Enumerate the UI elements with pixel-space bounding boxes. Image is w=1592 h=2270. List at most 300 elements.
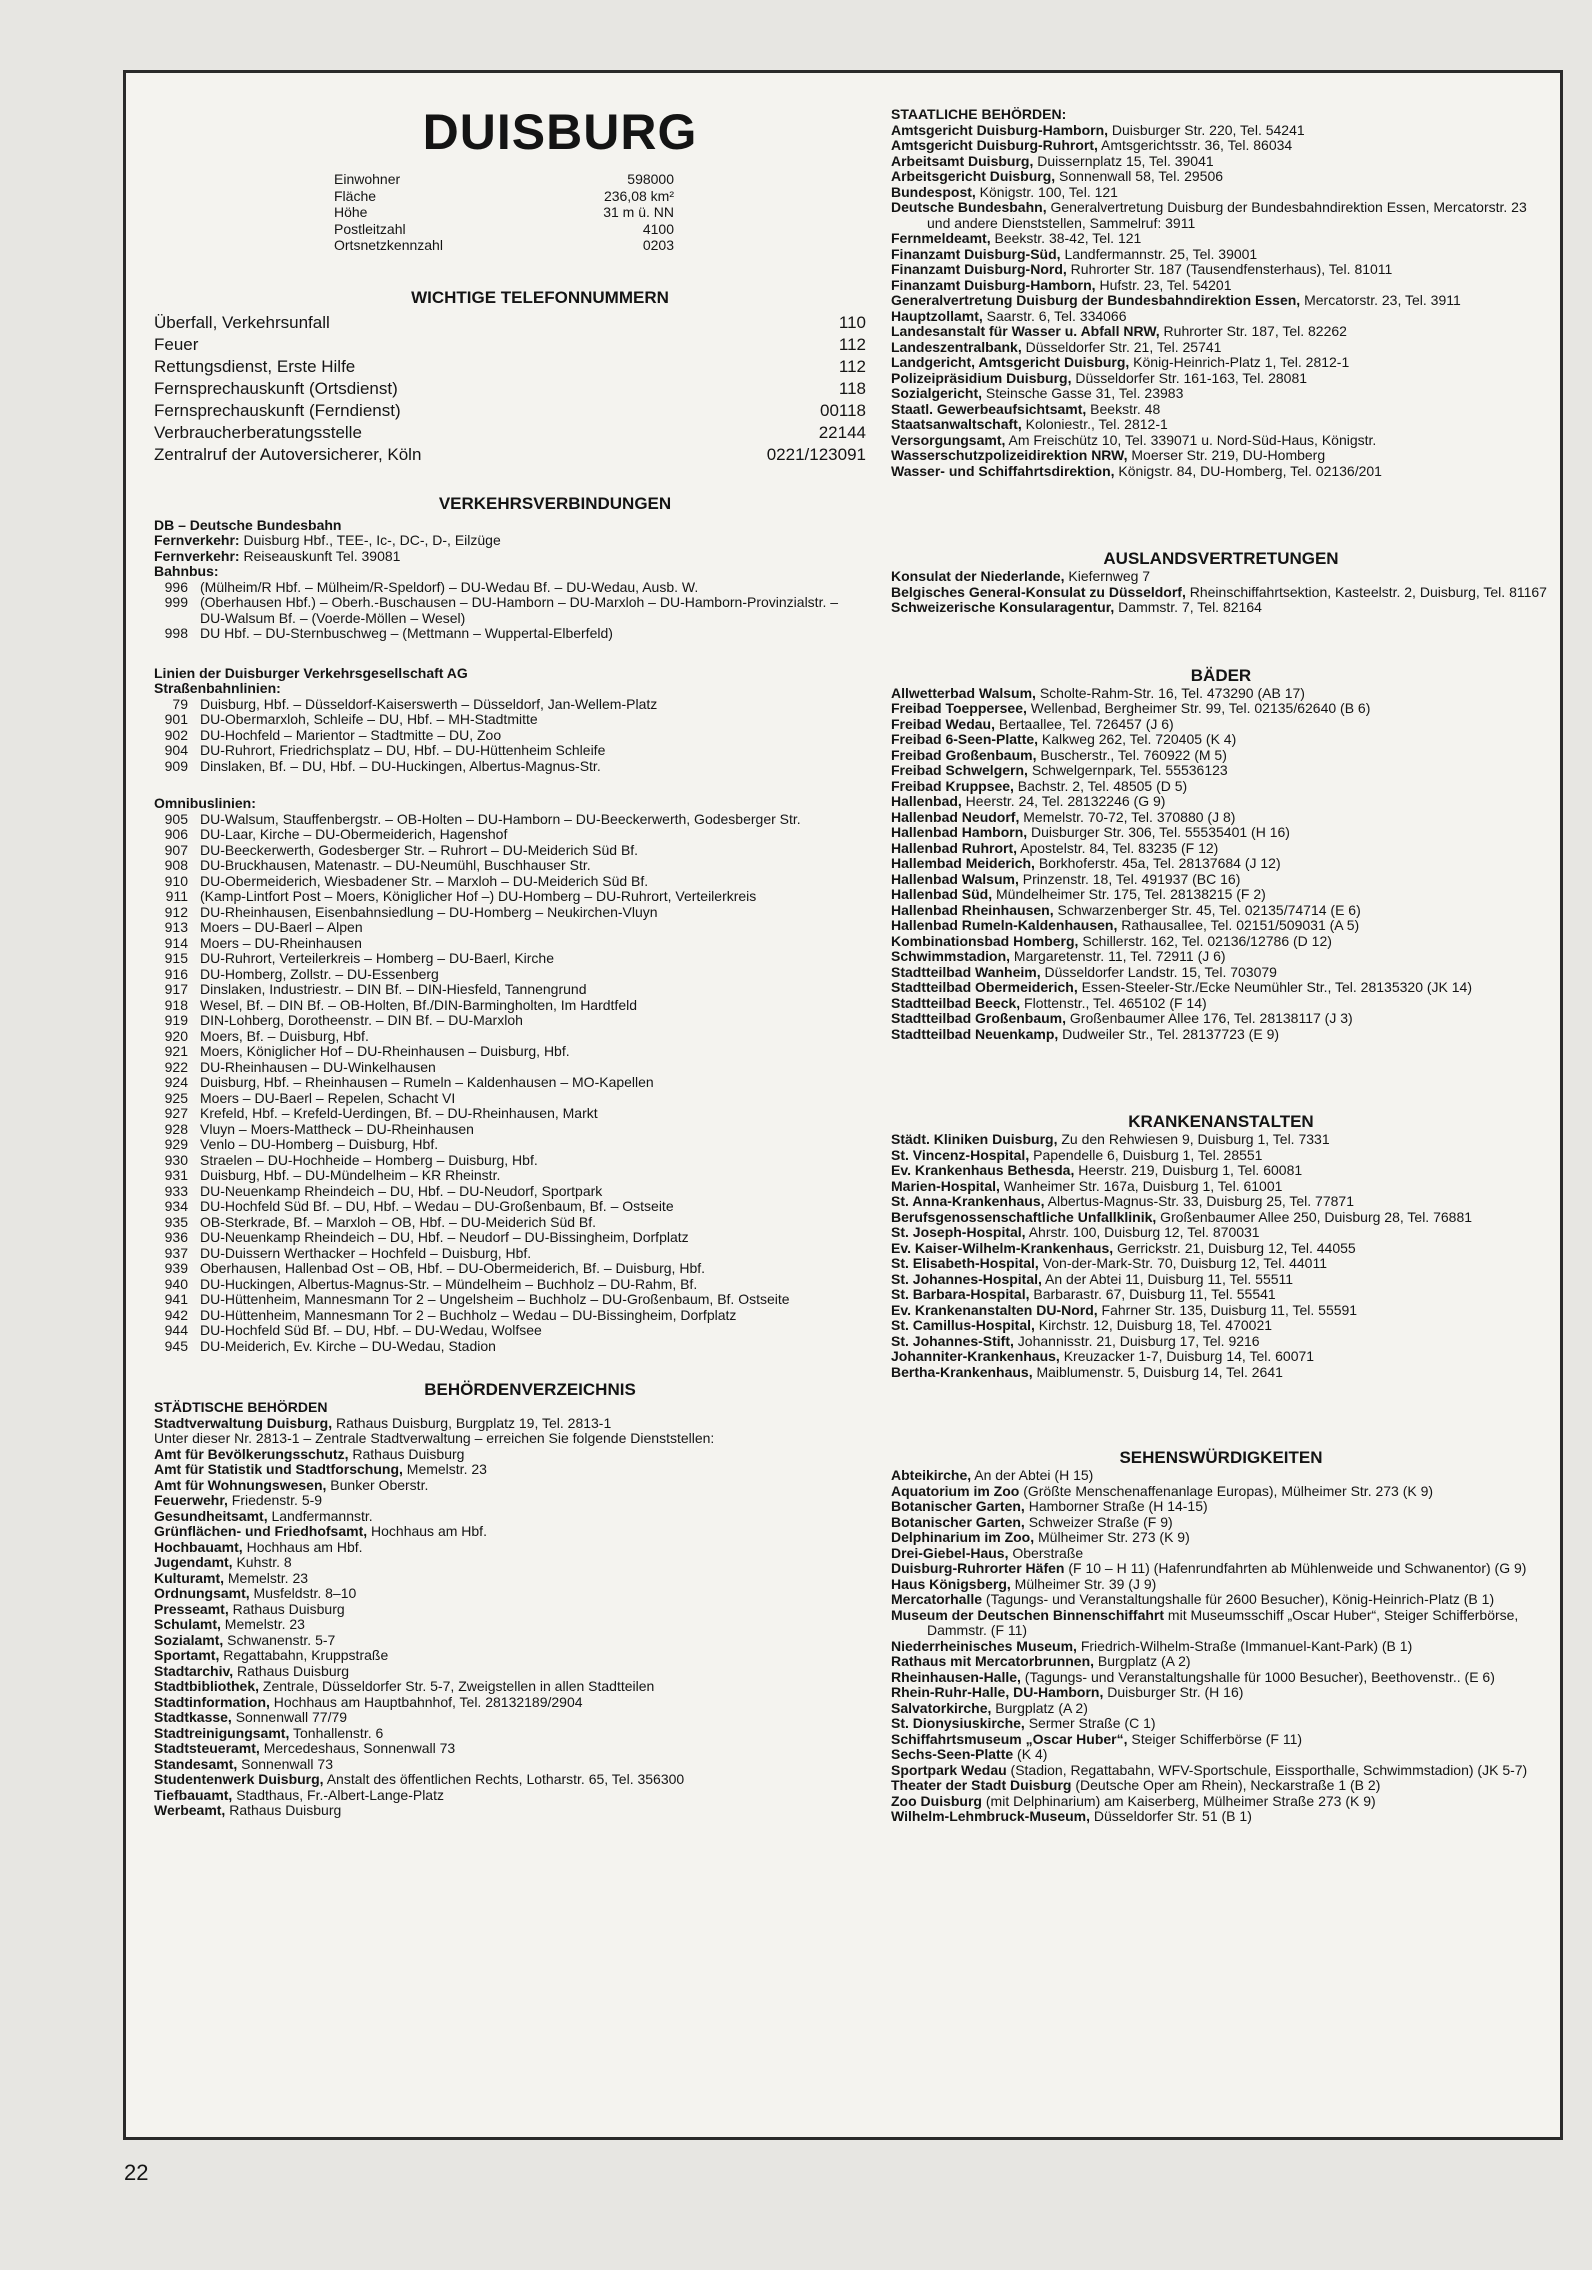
list-item	[891, 1287, 1551, 1303]
route-number: 936	[164, 1229, 188, 1245]
entry-detail: (Tagungs- und Veranstaltungshalle für 2600 Besucher), König-Heinrich-Platz (B 1)	[982, 1591, 1495, 1607]
entry-name: Delphinarium im Zoo,	[891, 1529, 1035, 1545]
list-item	[891, 872, 1551, 888]
dvg-title: Linien der Duisburger Verkehrsgesellschaft AG	[154, 664, 468, 681]
route-text: DU-Huckingen, Albertus-Magnus-Str. – Mündelheim – Buchholz – DU-Rahm, Bf.	[200, 1275, 698, 1292]
entry-detail: Mülheimer Str. 273 (K 9)	[1034, 1529, 1190, 1545]
fact-value: 0203	[642, 237, 674, 253]
route-text: Moers – DU-Baerl – Alpen	[200, 919, 363, 935]
route-row	[154, 1029, 866, 1045]
route-text: (Oberhausen Hbf.) – Oberh.-Buschausen – DU-Hamborn – DU-Marxloh – DU-Hamborn-Provinzialstr. – DU-Walsum Bf. – (Voerde-Möllen – Wesel)	[200, 594, 839, 626]
route-text: Moers, Bf. – Duisburg, Hbf.	[200, 1027, 369, 1044]
entry-detail: mit Museumsschiff „Oscar Huber“, Steiger Schifferbörse, Dammstr. (F 11)	[927, 1606, 1523, 1638]
list-item	[891, 980, 1551, 996]
list-item	[154, 1509, 866, 1525]
entry-detail: Düsseldorfer Str. 161-163, Tel. 28081	[1071, 369, 1308, 386]
entry-detail: Stadthaus, Fr.-Albert-Lange-Platz	[232, 1786, 444, 1803]
list-item	[891, 1732, 1551, 1748]
list-item	[891, 1778, 1551, 1794]
list-item	[891, 918, 1551, 934]
entry-detail: Schillerstr. 162, Tel. 02136/12786 (D 12)	[1078, 932, 1332, 949]
list-item	[891, 856, 1551, 872]
fact-value: 598000	[627, 171, 674, 187]
route-row	[154, 1013, 866, 1029]
entry-name: Rhein-Ruhr-Halle, DU-Hamborn,	[891, 1684, 1104, 1700]
entry-name: Wasserschutzpolizeidirektion NRW,	[891, 447, 1128, 463]
route-text: DU-Hochfeld – Marientor – Stadtmitte – DU, Zoo	[200, 726, 502, 743]
entry-detail: (F 10 – H 11) (Hafenrundfahrten ab Mühlenweide und Schwanentor) (G 9)	[1064, 1560, 1527, 1576]
entry-name: Marien-Hospital,	[891, 1177, 1000, 1194]
entry-detail: Duisburger Str. 306, Tel. 55535401 (H 16)	[1027, 824, 1290, 840]
entry-name: Stadtreinigungsamt,	[154, 1724, 290, 1741]
list-item	[891, 247, 1551, 263]
route-text: Duisburg, Hbf. – DU-Mündelheim – KR Rheinstr.	[200, 1167, 501, 1183]
list-item	[154, 1617, 866, 1633]
entry-name: Aquatorium im Zoo	[891, 1482, 1020, 1499]
entry-detail: Kiefernweg 7	[1064, 568, 1151, 584]
list-item	[891, 138, 1551, 154]
list-item	[154, 1757, 866, 1773]
route-text: DU-Homberg, Zollstr. – DU-Essenberg	[200, 965, 439, 982]
list-item	[154, 1788, 866, 1804]
db-fern2-label: Fernverkehr:	[154, 547, 240, 564]
entry-name: Wasser- und Schiffahrtsdirektion,	[891, 462, 1115, 479]
list-item	[891, 1592, 1551, 1608]
route-number: 998	[164, 625, 188, 641]
entry-name: Hallenbad,	[891, 793, 962, 809]
entry-name: Johanniter-Krankenhaus,	[891, 1348, 1060, 1364]
route-number: 914	[164, 934, 188, 951]
entry-name: Belgisches General-Konsulat zu Düsseldorf,	[891, 583, 1186, 600]
entry-name: Sozialgericht,	[891, 385, 983, 401]
route-number: 935	[164, 1213, 188, 1230]
city-intro	[154, 1416, 866, 1432]
entry-name: Polizeipräsidium Duisburg,	[891, 369, 1072, 386]
list-item	[154, 1648, 866, 1664]
entry-name: Feuerwehr,	[154, 1492, 228, 1508]
route-row	[154, 759, 866, 775]
route-text: DU-Rheinhausen, Eisenbahnsiedlung – DU-Homberg – Neukirchen-Vluyn	[200, 903, 658, 920]
route-row	[154, 697, 866, 713]
traffic-heading: VERKEHRSVERBINDUNGEN	[438, 493, 672, 513]
entry-detail: Zu den Rehwiesen 9, Duisburg 1, Tel. 7331	[1057, 1131, 1330, 1147]
entry-name: Amt für Bevölkerungsschutz,	[154, 1445, 349, 1462]
entry-detail: Kirchstr. 12, Duisburg 18, Tel. 470021	[1034, 1317, 1273, 1333]
entry-name: Sechs-Seen-Platte	[891, 1746, 1014, 1762]
list-item	[891, 794, 1551, 810]
entry-name: Freibad 6-Seen-Platte,	[891, 731, 1039, 747]
list-item	[891, 996, 1551, 1012]
entry-detail: Schwarzenberger Str. 45, Tel. 02135/74714 (E 6)	[1053, 901, 1361, 918]
entry-name: Hallenbad Walsum,	[891, 870, 1019, 887]
state-entry-list	[891, 123, 1551, 480]
route-number: 908	[164, 857, 188, 873]
list-item	[891, 262, 1551, 278]
route-row	[154, 1261, 866, 1277]
phone-row	[154, 356, 866, 378]
entry-name: Schiffahrtsmuseum „Oscar Huber“,	[891, 1730, 1128, 1747]
route-text: DU-Hochfeld Süd Bf. – DU, Hbf. – DU-Wedau, Wolfsee	[200, 1322, 542, 1338]
entry-name: Fernmeldeamt,	[891, 230, 991, 246]
list-item	[891, 1484, 1551, 1500]
fact-value: 31 m ü. NN	[603, 204, 674, 220]
fact-row	[334, 237, 674, 254]
list-item	[891, 903, 1551, 919]
entry-name: St. Vincenz-Hospital,	[891, 1146, 1030, 1163]
entry-detail: Duisburger Str. 220, Tel. 54241	[1108, 121, 1305, 138]
entry-detail: Dudweiler Str., Tel. 28137723 (E 9)	[1058, 1025, 1280, 1042]
route-text: Wesel, Bf. – DIN Bf. – OB-Holten, Bf./DIN-Barmingholten, Im Hardtfeld	[200, 996, 638, 1013]
entry-detail: (Deutsche Oper am Rhein), Neckarstraße 1 (B 2)	[1071, 1777, 1381, 1793]
list-item	[891, 1763, 1551, 1779]
entry-detail: Ahrstr. 100, Duisburg 12, Tel. 870031	[1025, 1224, 1260, 1240]
route-row	[154, 1091, 866, 1107]
entry-detail: Schwanenstr. 5-7	[223, 1631, 336, 1648]
entry-detail: Prinzenstr. 18, Tel. 491937 (BC 16)	[1018, 870, 1241, 887]
route-number: 933	[164, 1182, 188, 1199]
entry-name: Botanischer Garten,	[891, 1513, 1025, 1530]
list-item	[891, 701, 1551, 717]
list-item	[891, 1530, 1551, 1546]
list-item	[891, 169, 1551, 185]
route-row	[154, 1168, 866, 1184]
phone-number: 0221/123091	[766, 444, 866, 464]
fact-row	[334, 221, 674, 238]
route-row	[154, 905, 866, 921]
fact-row	[334, 171, 674, 188]
entry-detail: Wellenbad, Bergheimer Str. 99, Tel. 02135/62640 (B 6)	[1026, 700, 1371, 716]
entry-detail: Memelstr. 70-72, Tel. 370880 (J 8)	[1019, 808, 1236, 825]
list-item	[154, 1478, 866, 1494]
route-row	[154, 936, 866, 952]
entry-detail: Beekstr. 38-42, Tel. 121	[990, 230, 1142, 246]
fact-label: Ortsnetzkennzahl	[334, 237, 443, 253]
entry-detail: Scholte-Rahm-Str. 16, Tel. 473290 (AB 17)	[1035, 684, 1305, 701]
list-item	[891, 1256, 1551, 1272]
list-item	[154, 1447, 866, 1463]
route-row	[154, 1184, 866, 1200]
entry-detail: Flottenstr., Tel. 465102 (F 14)	[1020, 994, 1207, 1011]
list-item	[154, 1726, 866, 1742]
list-item	[891, 1225, 1551, 1241]
sights-entry-list	[891, 1468, 1551, 1825]
route-text: DU-Ruhrort, Friedrichsplatz – DU, Hbf. – DU-Hüttenheim Schleife	[200, 742, 606, 758]
entry-detail: Hamborner Straße (H 14-15)	[1024, 1498, 1208, 1514]
entry-name: Hallembad Meiderich,	[891, 855, 1035, 871]
entry-detail: Generalvertretung Duisburg der Bundesbahndirektion Essen, Mercatorstr. 23 und andere Dienststellen, Sammelruf: 3911	[927, 199, 1531, 231]
entry-name: Schulamt,	[154, 1616, 221, 1632]
entry-detail: Memelstr. 23	[224, 1569, 309, 1586]
list-item	[891, 293, 1551, 309]
list-item	[891, 585, 1551, 601]
entry-detail: (Größte Menschenaffenanlage Europas), Mülheimer Str. 273 (K 9)	[1019, 1482, 1434, 1499]
city-entry-list	[154, 1447, 866, 1819]
entry-name: Mercatorhalle	[891, 1591, 983, 1607]
route-text: Straelen – DU-Hochheide – Homberg – Duisburg, Hbf.	[200, 1151, 538, 1168]
entry-name: Stadtteilbad Neuenkamp,	[891, 1025, 1059, 1042]
phone-label: Feuer	[154, 334, 199, 354]
entry-name: Städt. Kliniken Duisburg,	[891, 1131, 1058, 1147]
route-number: 944	[164, 1322, 188, 1338]
entry-detail: Großenbaumer Allee 176, Tel. 28138117 (J 3)	[1066, 1010, 1353, 1026]
entry-name: Sportamt,	[154, 1647, 220, 1663]
route-row	[154, 843, 866, 859]
entry-detail: Regattabahn, Kruppstraße	[219, 1647, 389, 1663]
route-row	[154, 951, 866, 967]
entry-name: St. Barbara-Hospital,	[891, 1286, 1030, 1302]
entry-name: Schweizerische Konsularagentur,	[891, 599, 1115, 615]
list-item	[891, 355, 1551, 371]
route-number: 925	[164, 1089, 188, 1106]
route-row	[154, 595, 866, 626]
list-item	[154, 1710, 866, 1726]
phone-number: 112	[838, 334, 866, 354]
route-row	[154, 967, 866, 983]
entry-name: Duisburg-Ruhrorter Häfen	[891, 1560, 1065, 1576]
entry-detail: Musfeldstr. 8–10	[249, 1585, 357, 1601]
entry-detail: Sonnenwall 73	[237, 1755, 333, 1772]
list-item	[891, 1608, 1551, 1639]
entry-detail: Barbarastr. 67, Duisburg 11, Tel. 55541	[1029, 1286, 1276, 1302]
route-row	[154, 874, 866, 890]
route-row	[154, 920, 866, 936]
entry-name: Grünflächen- und Friedhofsamt,	[154, 1523, 368, 1539]
entry-name: Tiefbauamt,	[154, 1786, 233, 1803]
list-item	[891, 1561, 1551, 1577]
entry-detail: Rathaus Duisburg	[228, 1600, 345, 1617]
route-number: 945	[164, 1337, 188, 1354]
list-item	[891, 433, 1551, 449]
list-item	[891, 887, 1551, 903]
list-item	[891, 1318, 1551, 1334]
entry-detail: Am Freischütz 10, Tel. 339071 u. Nord-Süd-Haus, Königstr.	[1005, 431, 1377, 448]
entry-detail: Apostelstr. 84, Tel. 83235 (F 12)	[1017, 839, 1219, 856]
entry-detail: Ruhrorter Str. 187 (Tausendfensterhaus), Tel. 81011	[1066, 261, 1393, 277]
list-item	[891, 1670, 1551, 1686]
route-text: DU-Hüttenheim, Mannesmann Tor 2 – Buchholz – Wedau – DU-Bissingheim, Dorfplatz	[200, 1306, 737, 1323]
list-item	[891, 1027, 1551, 1043]
city-note: Unter dieser Nr. 2813-1 – Zentrale Stadtverwaltung – erreichen Sie folgende Dienststellen:	[154, 1430, 715, 1446]
entry-name: Zoo Duisburg	[891, 1792, 982, 1809]
entry-detail: Anstalt des öffentlichen Rechts, Lotharstr. 65, Tel. 356300	[323, 1771, 685, 1787]
list-item	[154, 1416, 866, 1432]
route-number: 910	[164, 872, 188, 889]
entry-name: Hallenbad Rumeln-Kaldenhausen,	[891, 917, 1118, 933]
entry-detail: Rathaus Duisburg	[348, 1445, 465, 1462]
entry-name: Rheinhausen-Halle,	[891, 1668, 1021, 1685]
route-number: 999	[164, 594, 188, 610]
db-fern2-line	[154, 549, 866, 565]
route-text: DU-Hochfeld Süd Bf. – DU, Hbf. – Wedau – DU-Großenbaum, Bf. – Ostseite	[200, 1198, 674, 1214]
list-item	[154, 1633, 866, 1649]
entry-name: Allwetterbad Walsum,	[891, 684, 1036, 701]
entry-detail: Königstr. 100, Tel. 121	[975, 183, 1118, 200]
route-text: Duisburg, Hbf. – Rheinhausen – Rumeln – Kaldenhausen – MO-Kapellen	[200, 1074, 654, 1090]
entry-name: Landesanstalt für Wasser u. Abfall NRW,	[891, 323, 1160, 339]
route-row	[154, 1308, 866, 1324]
entry-detail: Steiger Schifferbörse (F 11)	[1127, 1730, 1303, 1747]
route-number: 939	[164, 1260, 188, 1276]
entry-detail: Maiblumenstr. 5, Duisburg 14, Tel. 2641	[1032, 1363, 1283, 1380]
list-item	[891, 464, 1551, 480]
list-item	[891, 231, 1551, 247]
list-item	[891, 1794, 1551, 1810]
city-authorities-label: STÄDTISCHE BEHÖRDEN	[154, 1399, 328, 1415]
list-item	[891, 1365, 1551, 1381]
entry-detail: (mit Delphinarium) am Kaiserberg, Mülheimer Straße 273 (K 9)	[982, 1792, 1376, 1809]
phone-row	[154, 378, 866, 400]
list-item	[154, 1462, 866, 1478]
route-text: DU-Duissern Werthacker – Hochfeld – Duisburg, Hbf.	[200, 1244, 532, 1261]
entry-name: Stadtteilbad Obermeiderich,	[891, 979, 1078, 995]
route-number: 915	[164, 950, 188, 966]
list-item	[891, 825, 1551, 841]
sights-heading: SEHENSWÜRDIGKEITEN	[1119, 1448, 1323, 1467]
list-item	[891, 1809, 1551, 1825]
entry-name: Hallenbad Hamborn,	[891, 824, 1028, 840]
route-text: DU-Beeckerwerth, Godesberger Str. – Ruhrort – DU-Meiderich Süd Bf.	[200, 841, 639, 858]
entry-detail: An der Abtei 11, Duisburg 11, Tel. 55511	[1041, 1270, 1294, 1287]
route-row	[154, 858, 866, 874]
route-number: 902	[164, 726, 188, 743]
entry-detail: Heerstr. 24, Tel. 28132246 (G 9)	[961, 793, 1166, 809]
phone-label: Fernsprechauskunft (Ortsdienst)	[154, 378, 398, 398]
entry-detail: Heerstr. 219, Duisburg 1, Tel. 60081	[1074, 1162, 1303, 1178]
route-row	[154, 1230, 866, 1246]
route-row	[154, 827, 866, 843]
route-text: Duisburg, Hbf. – Düsseldorf-Kaiserswerth – Düsseldorf, Jan-Wellem-Platz	[200, 695, 658, 712]
list-item	[154, 1555, 866, 1571]
route-text: OB-Sterkrade, Bf. – Marxloh – OB, Hbf. – DU-Meiderich Süd Bf.	[200, 1213, 597, 1230]
list-item	[891, 686, 1551, 702]
route-number: 909	[164, 757, 188, 774]
entry-detail: Sonnenwall 58, Tel. 29506	[1055, 168, 1224, 184]
entry-name: Kombinationsbad Homberg,	[891, 932, 1079, 949]
entry-detail: Düsseldorfer Landstr. 15, Tel. 703079	[1040, 963, 1277, 980]
fact-row	[334, 188, 674, 205]
list-item	[891, 448, 1551, 464]
list-item	[891, 763, 1551, 779]
entry-name: Presseamt,	[154, 1600, 229, 1617]
list-item	[891, 949, 1551, 965]
route-number: 901	[164, 711, 188, 727]
list-item	[154, 1540, 866, 1556]
route-row	[154, 1277, 866, 1293]
db-fern-label: Fernverkehr:	[154, 532, 240, 548]
route-number: 917	[164, 981, 188, 997]
route-number: 919	[164, 1012, 188, 1028]
entry-detail: Düsseldorfer Str. 51 (B 1)	[1090, 1808, 1252, 1824]
entry-name: Finanzamt Duisburg-Hamborn,	[891, 276, 1096, 293]
route-text: Oberhausen, Hallenbad Ost – OB, Hbf. – DU-Obermeiderich, Bf. – Duisburg, Hbf.	[200, 1260, 706, 1276]
entry-detail: Duissernplatz 15, Tel. 39041	[1033, 152, 1214, 169]
entry-name: St. Johannes-Hospital,	[891, 1270, 1042, 1287]
route-text: (Mülheim/R Hbf. – Mülheim/R-Speldorf) – DU-Wedau Bf. – DU-Wedau, Ausb. W.	[200, 578, 699, 595]
route-text: DU-Walsum, Stauffenbergstr. – OB-Holten – DU-Hamborn – DU-Beeckerwerth, Godesberger Str.	[200, 810, 801, 827]
list-item	[891, 1272, 1551, 1288]
route-text: DU-Rheinhausen – DU-Winkelhausen	[200, 1058, 436, 1075]
entry-detail: Ruhrorter Str. 187, Tel. 82262	[1159, 323, 1347, 339]
entry-name: St. Johannes-Stift,	[891, 1332, 1014, 1349]
route-text: DU-Obermarxloh, Schleife – DU, Hbf. – MH-Stadtmitte	[200, 711, 538, 727]
entry-name: Niederrheinisches Museum,	[891, 1637, 1077, 1654]
route-row	[154, 1044, 866, 1060]
route-text: Dinslaken, Industriestr. – DIN Bf. – DIN-Hiesfeld, Tannengrund	[200, 981, 587, 997]
entry-name: Hallenbad Ruhrort,	[891, 839, 1018, 856]
list-item	[891, 934, 1551, 950]
entry-detail: Fahrner Str. 135, Duisburg 11, Tel. 55591	[1097, 1301, 1358, 1318]
phone-row	[154, 422, 866, 444]
hospitals-heading: KRANKENANSTALTEN	[1128, 1112, 1314, 1131]
list-item	[891, 1499, 1551, 1515]
list-item	[891, 1148, 1551, 1164]
entry-detail: Kuhstr. 8	[232, 1554, 292, 1570]
phone-row	[154, 444, 866, 466]
entry-detail: Rathaus Duisburg	[233, 1662, 350, 1679]
route-row	[154, 1199, 866, 1215]
entry-name: Standesamt,	[154, 1755, 238, 1772]
route-text: DU-Neuenkamp Rheindeich – DU, Hbf. – DU-Neudorf, Sportpark	[200, 1182, 603, 1199]
entry-detail: Johannisstr. 21, Duisburg 17, Tel. 9216	[1013, 1332, 1260, 1349]
entry-detail: Landfermannstr.	[267, 1507, 373, 1524]
entry-name: Stadtverwaltung Duisburg,	[154, 1414, 333, 1431]
entry-detail: Oberstraße	[1008, 1544, 1084, 1561]
route-row	[154, 580, 866, 596]
route-text: Moers, Königlicher Hof – DU-Rheinhausen – Duisburg, Hbf.	[200, 1043, 570, 1059]
list-item	[891, 717, 1551, 733]
list-item	[891, 748, 1551, 764]
baths-entry-list	[891, 686, 1551, 1043]
list-item	[891, 154, 1551, 170]
authority-heading: BEHÖRDENVERZEICHNIS	[424, 1380, 636, 1399]
route-number: 905	[164, 810, 188, 827]
city-authorities	[154, 1400, 866, 1819]
city-facts	[334, 171, 674, 254]
phone-label: Fernsprechauskunft (Ferndienst)	[154, 400, 401, 420]
entry-name: Museum der Deutschen Binnenschiffahrt	[891, 1606, 1165, 1623]
route-row	[154, 1215, 866, 1231]
entry-detail: Wanheimer Str. 167a, Duisburg 1, Tel. 61001	[999, 1177, 1283, 1194]
entry-detail: Schwelgernpark, Tel. 55536123	[1027, 762, 1228, 778]
right-column	[891, 73, 1551, 1825]
route-number: 996	[164, 578, 188, 595]
entry-name: Freibad Schwelgern,	[891, 762, 1028, 778]
entry-name: Stadtteilbad Beeck,	[891, 994, 1021, 1011]
entry-name: Landeszentralbank,	[891, 338, 1022, 355]
entry-detail: Königstr. 84, DU-Homberg, Tel. 02136/201	[1114, 462, 1382, 479]
hospital-entry-list	[891, 1132, 1551, 1380]
entry-name: Haus Königsberg,	[891, 1575, 1011, 1592]
entry-name: Hauptzollamt,	[891, 307, 983, 324]
route-row	[154, 1246, 866, 1262]
entry-detail: Steinsche Gasse 31, Tel. 23983	[982, 385, 1184, 401]
entry-name: Sozialamt,	[154, 1631, 224, 1648]
entry-detail: Memelstr. 23	[220, 1616, 305, 1632]
route-text: (Kamp-Lintfort Post – Moers, Königlicher Hof –) DU-Homberg – DU-Ruhrort, Verteilerkreis	[200, 888, 757, 904]
list-item	[891, 965, 1551, 981]
entry-detail: Albertus-Magnus-Str. 33, Duisburg 25, Tel. 77871	[1044, 1193, 1354, 1209]
phone-label: Zentralruf der Autoversicherer, Köln	[154, 444, 422, 464]
fact-row	[334, 204, 674, 221]
route-row	[154, 1122, 866, 1138]
list-item	[154, 1664, 866, 1680]
list-item	[891, 1210, 1551, 1226]
list-item	[891, 1303, 1551, 1319]
state-authorities-label: STAATLICHE BEHÖRDEN:	[891, 106, 1067, 122]
entry-name: St. Camillus-Hospital,	[891, 1317, 1035, 1333]
list-item	[891, 1546, 1551, 1562]
list-item	[154, 1602, 866, 1618]
